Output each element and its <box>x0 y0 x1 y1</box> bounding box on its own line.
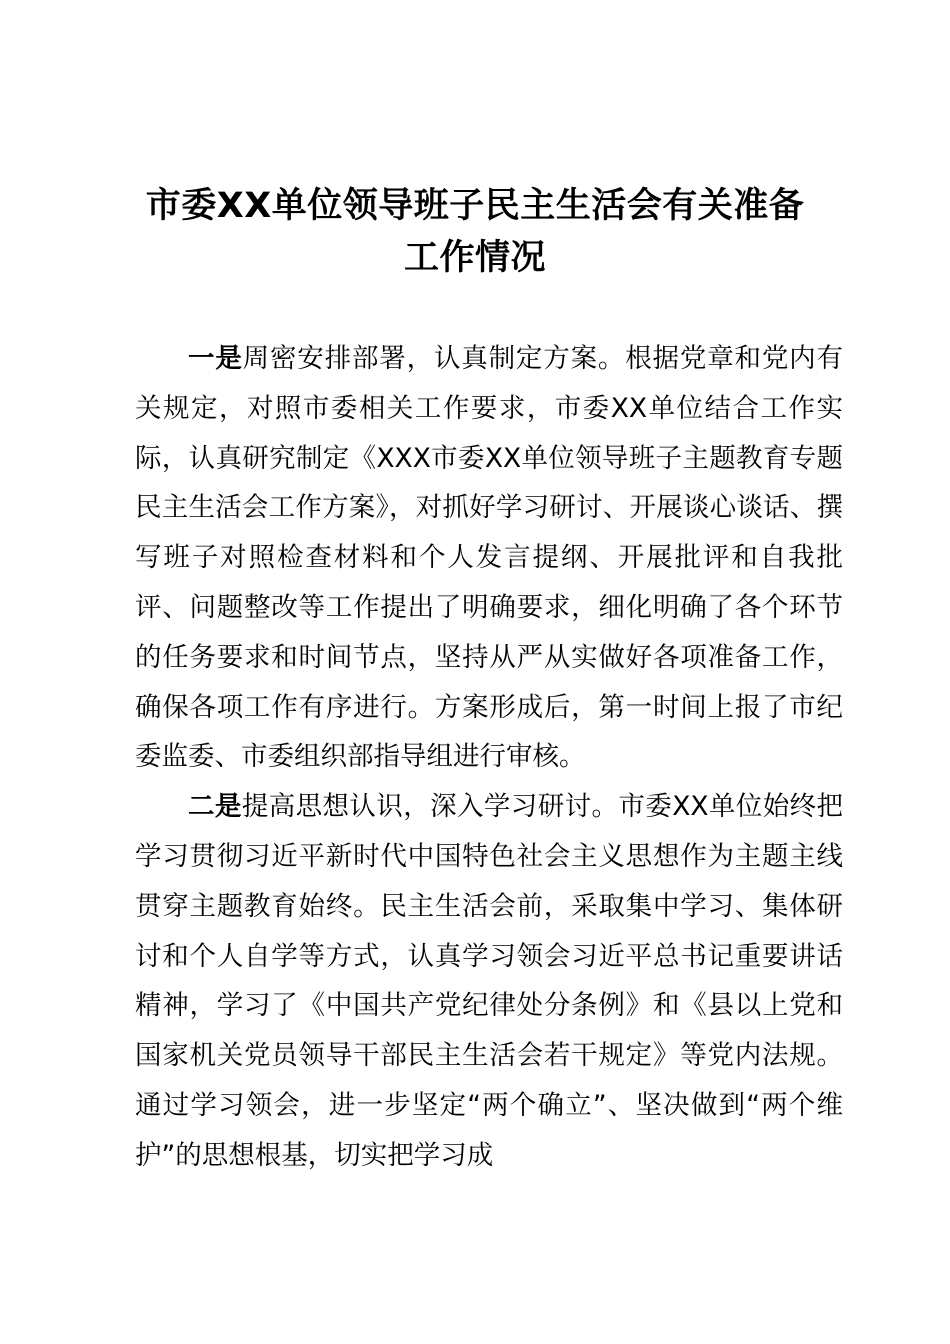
paragraph-1-text: 周密安排部署，认真制定方案。根据党章和党内有关规定，对照市委相关工作要求，市委XX单位结合工作实际，认真研究制定《XXX市委XX单位领导班子主题教育专题民主生活会工作方案》，对抓好学习研讨、开展谈心谈话、撰写班子对照检查材料和个人发言提纲、开展批评和自我批评、问题整改等工作提出了明确要求，细化明确了各个环节的任务要求和时间节点，坚持从严从实做好各项准备工作，确保各项工作有序进行。方案形成后，第一时间上报了市纪委监委、市委组织部指导组进行审核。 <box>135 343 844 773</box>
document-title <box>100 180 850 284</box>
paragraph-2-text: 提高思想认识，深入学习研讨。市委XX单位始终把学习贯彻习近平新时代中国特色社会主义思想作为主题主线贯穿主题教育始终。民主生活会前，采取集中学习、集体研讨和个人自学等方式，认真学习领会习近平总书记重要讲话精神，学习了《中国共产党纪律处分条例》和《县以上党和国家机关党员领导干部民主生活会若干规定》等党内法规。通过学习领会，进一步坚定“两个确立”、坚决做到“两个维护”的思想根基，切实把学习成 <box>135 791 844 1171</box>
paragraph-2-lead: 二是 <box>188 791 242 823</box>
paragraph-2 <box>135 782 843 1180</box>
paragraph-1 <box>135 334 843 782</box>
document-title-line-1: 市委XX单位领导班子民主生活会有关准备 <box>145 186 805 226</box>
document-body <box>135 334 843 1181</box>
document-title-line-2: 工作情况 <box>403 238 546 278</box>
paragraph-1-lead: 一是 <box>188 343 243 374</box>
